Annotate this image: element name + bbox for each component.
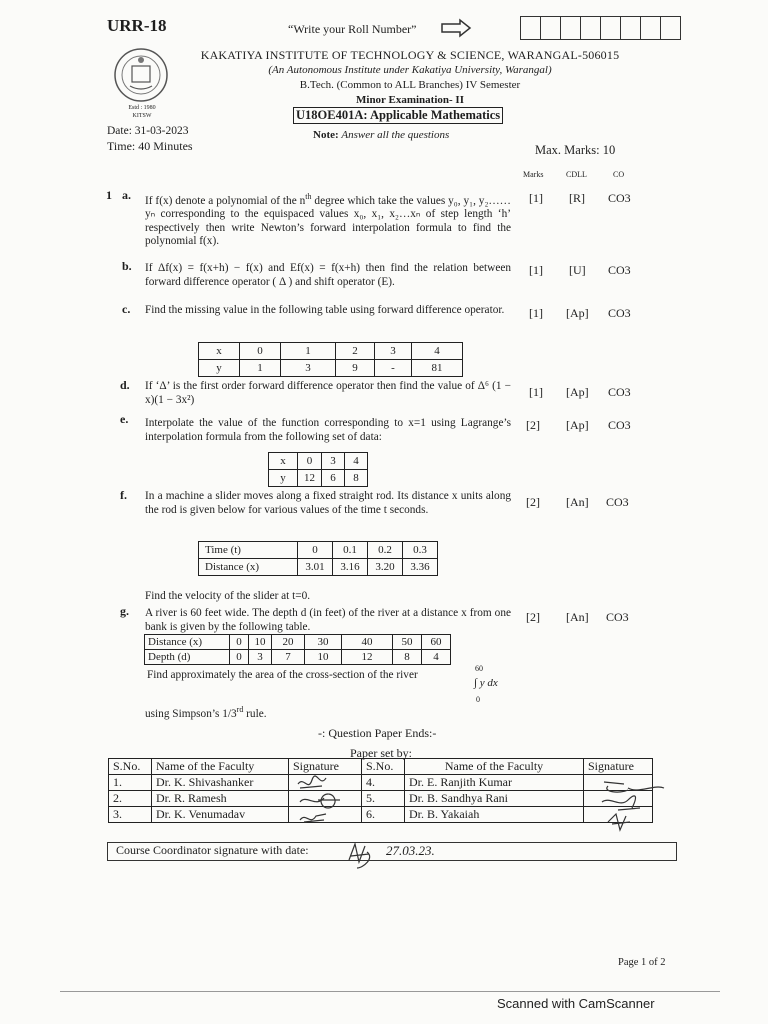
subject-title: U18OE401A: Applicable Mathematics	[293, 107, 503, 124]
logo-est: Estd : 1980	[128, 105, 156, 111]
table-cell: 0	[298, 542, 333, 559]
question-d-marks: [1]	[529, 385, 543, 399]
table-cell: 4	[412, 343, 463, 360]
question-e-table	[268, 452, 368, 487]
exam-time: Time: 40 Minutes	[107, 139, 193, 153]
question-d-co: CO3	[608, 385, 631, 399]
table-cell: 2	[336, 343, 375, 360]
question-e-text: Interpolate the value of the function corresponding to x=1 using Lagrange’s interpolation formula from the following set of data:	[145, 417, 511, 443]
question-e-co: CO3	[608, 418, 631, 432]
question-a-co: CO3	[608, 191, 631, 205]
paper-code: URR-18	[107, 16, 167, 35]
table-cell: 3	[281, 360, 336, 377]
table-cell: -	[375, 360, 412, 377]
question-c-label: c.	[122, 302, 131, 316]
table-cell: 60	[422, 635, 451, 650]
table-cell: 8	[345, 470, 368, 487]
table-cell: 4	[422, 650, 451, 665]
exam-note	[313, 129, 449, 141]
table-cell: 1.	[109, 775, 152, 791]
question-f-marks: [2]	[526, 495, 540, 509]
table-cell: 0	[298, 453, 322, 470]
table-cell: 10	[249, 635, 272, 650]
table-cell: 3	[322, 453, 345, 470]
note-text: Answer all the questions	[341, 129, 450, 141]
table-cell: 0	[230, 635, 249, 650]
table-cell: x	[199, 343, 240, 360]
question-b-text: If Δf(x) = f(x+h) − f(x) and Ef(x) = f(x+h) then find the relation between forward difference operator ( Δ ) and shift operator (E).	[145, 262, 511, 288]
question-g-label: g.	[120, 604, 129, 618]
table-cell: y	[269, 470, 298, 487]
coordinator-date: 27.03.23.	[386, 843, 435, 858]
table-cell: 0.1	[333, 542, 368, 559]
question-f-co: CO3	[606, 495, 629, 509]
faculty-table	[108, 758, 653, 823]
table-cell: 0	[240, 343, 281, 360]
table-cell: 4	[345, 453, 368, 470]
paper-set-by: Paper set by:	[350, 746, 412, 760]
institute-logo	[112, 46, 170, 104]
question-d-text: If ‘Δ’ is the first order forward difference operator then find the value of Δ⁶ (1 − x)(1 − 3x²)	[145, 380, 511, 406]
table-row	[199, 343, 463, 360]
question-c-co: CO3	[608, 306, 631, 320]
question-d-cdll: [Ap]	[566, 385, 589, 399]
question-c-cdll: [Ap]	[566, 306, 589, 320]
question-b-marks: [1]	[529, 263, 543, 277]
question-b-cdll: [U]	[569, 263, 586, 277]
table-cell: y	[199, 360, 240, 377]
table-cell: Dr. B. Sandhya Rani	[405, 791, 584, 807]
table-cell: 50	[393, 635, 422, 650]
coordinator-label: Course Coordinator signature with date:	[116, 843, 309, 857]
question-f-label: f.	[120, 488, 127, 502]
table-cell: 12	[298, 470, 322, 487]
divider	[60, 991, 720, 992]
table-cell: 3.36	[403, 559, 438, 576]
question-a-label: a.	[122, 188, 131, 202]
rule-text: using Simpson’s 1/3	[145, 707, 237, 720]
question-f-table	[198, 541, 438, 576]
table-cell: 0	[230, 650, 249, 665]
table-row	[199, 542, 438, 559]
table-header-cell: Signature	[584, 759, 653, 775]
table-cell: Dr. K. Shivashanker	[152, 775, 289, 791]
exam-date: Date: 31-03-2023	[107, 125, 189, 137]
table-cell: 3.01	[298, 559, 333, 576]
arrow-right-icon	[440, 18, 472, 38]
marks-column-header: Marks	[523, 170, 544, 179]
table-cell: 4.	[362, 775, 405, 791]
question-g-text: A river is 60 feet wide. The depth d (in feet) of the river at a distance x from one bank is given by the following table.	[145, 607, 511, 633]
roll-number-instruction: “Write your Roll Number”	[288, 22, 417, 36]
logo-text: KITSW	[132, 113, 152, 119]
institute-name: KAKATIYA INSTITUTE OF TECHNOLOGY & SCIENCE, WARANGAL-506015	[200, 48, 620, 62]
table-cell: 7	[272, 650, 305, 665]
table-cell: 20	[272, 635, 305, 650]
table-cell: 3.	[109, 807, 152, 823]
question-a-text-part2: degree which take the values y₀, y₁, y₂……yₙ corresponding to the equispaced values x₀, x₁, x₂…xₙ of step length ‘h’ respectively then write Newton’s forward interpolation formula to find the polynomial f(x).	[145, 194, 511, 248]
question-c-table	[198, 342, 463, 377]
question-a-text-part1: If f(x) denote a polynomial of the n	[145, 194, 306, 207]
course-name: B.Tech. (Common to ALL Branches) IV Semester	[299, 79, 521, 91]
table-header-cell: Name of the Faculty	[152, 759, 289, 775]
table-cell: 3	[249, 650, 272, 665]
table-header-cell: S.No.	[362, 759, 405, 775]
question-c-text: Find the missing value in the following table using forward difference operator.	[145, 304, 505, 316]
max-marks: Max. Marks: 10	[535, 143, 616, 157]
question-b-label: b.	[122, 259, 132, 273]
question-g-cdll: [An]	[566, 610, 589, 624]
table-cell: 3	[375, 343, 412, 360]
integral-expression: ∫ y dx	[474, 677, 498, 689]
question-f-cdll: [An]	[566, 495, 589, 509]
table-cell: 12	[342, 650, 393, 665]
table-cell: 8	[393, 650, 422, 665]
table-header-cell: Name of the Faculty	[405, 759, 584, 775]
table-cell: 3.20	[368, 559, 403, 576]
table-cell: Dr. E. Ranjith Kumar	[405, 775, 584, 791]
table-cell: 1	[281, 343, 336, 360]
question-g-followup: Find approximately the area of the cross-section of the river	[147, 669, 418, 681]
page-number: Page 1 of 2	[618, 957, 666, 968]
co-column-header: CO	[613, 170, 625, 179]
question-d-label: d.	[120, 378, 130, 392]
question-g-marks: [2]	[526, 610, 540, 624]
coordinator-signature	[345, 838, 383, 872]
question-e-label: e.	[120, 412, 129, 426]
question-a-marks: [1]	[529, 191, 543, 205]
table-cell: Time (t)	[199, 542, 298, 559]
table-row	[199, 559, 438, 576]
question-e-cdll: [Ap]	[566, 418, 589, 432]
table-cell: 3.16	[333, 559, 368, 576]
integral-upper-limit: 60	[475, 664, 483, 673]
table-cell: Dr. R. Ramesh	[152, 791, 289, 807]
table-cell: Distance (x)	[199, 559, 298, 576]
roll-number-boxes[interactable]	[520, 16, 680, 40]
table-cell: 6.	[362, 807, 405, 823]
table-row	[199, 360, 463, 377]
question-number: 1	[106, 188, 112, 202]
table-cell: 10	[305, 650, 342, 665]
table-row	[109, 775, 653, 791]
integral-lower-limit: 0	[476, 695, 480, 704]
question-a-sup: th	[305, 192, 312, 201]
institute-affiliation: (An Autonomous Institute under Kakatiya University, Warangal)	[268, 64, 552, 76]
table-cell: 81	[412, 360, 463, 377]
table-cell: Distance (x)	[145, 635, 230, 650]
table-row	[145, 635, 451, 650]
table-header-cell: S.No.	[109, 759, 152, 775]
table-cell: 30	[305, 635, 342, 650]
table-cell: Dr. B. Yakaiah	[405, 807, 584, 823]
table-cell: 40	[342, 635, 393, 650]
table-header-cell: Signature	[289, 759, 362, 775]
table-row	[145, 650, 451, 665]
question-e-marks: [2]	[526, 418, 540, 432]
table-row	[269, 453, 368, 470]
faculty-signatures-right	[598, 778, 668, 836]
table-cell: 0.3	[403, 542, 438, 559]
table-cell: 9	[336, 360, 375, 377]
question-a-cdll: [R]	[569, 191, 585, 205]
question-c-marks: [1]	[529, 306, 543, 320]
scanner-watermark: Scanned with CamScanner	[497, 996, 655, 1011]
question-a-text	[145, 190, 511, 249]
question-g-co: CO3	[606, 610, 629, 624]
question-b-co: CO3	[608, 263, 631, 277]
table-cell: 6	[322, 470, 345, 487]
faculty-signatures-left	[296, 774, 356, 828]
table-row	[269, 470, 368, 487]
paper-ends: -: Question Paper Ends:-	[318, 726, 437, 740]
table-cell: 5.	[362, 791, 405, 807]
table-cell: Dr. K. Venumadav	[152, 807, 289, 823]
cdll-column-header: CDLL	[566, 170, 587, 179]
table-cell: 1	[240, 360, 281, 377]
table-row	[109, 807, 653, 823]
rule-sup: rd	[236, 705, 244, 714]
rule-text-end: rule.	[243, 707, 267, 720]
table-header-row	[109, 759, 653, 775]
question-f-followup: Find the velocity of the slider at t=0.	[145, 590, 311, 602]
note-label: Note:	[313, 129, 339, 141]
table-cell: 0.2	[368, 542, 403, 559]
question-f-text: In a machine a slider moves along a fixed straight rod. Its distance x units along the rod is given below for various values of the time t seconds.	[145, 490, 511, 516]
table-cell: Depth (d)	[145, 650, 230, 665]
table-row	[109, 791, 653, 807]
logo-caption	[120, 104, 164, 120]
table-cell: x	[269, 453, 298, 470]
question-g-rule	[145, 703, 267, 721]
question-g-table	[144, 634, 451, 665]
table-cell: 2.	[109, 791, 152, 807]
exam-name: Minor Examination- II	[356, 94, 464, 106]
